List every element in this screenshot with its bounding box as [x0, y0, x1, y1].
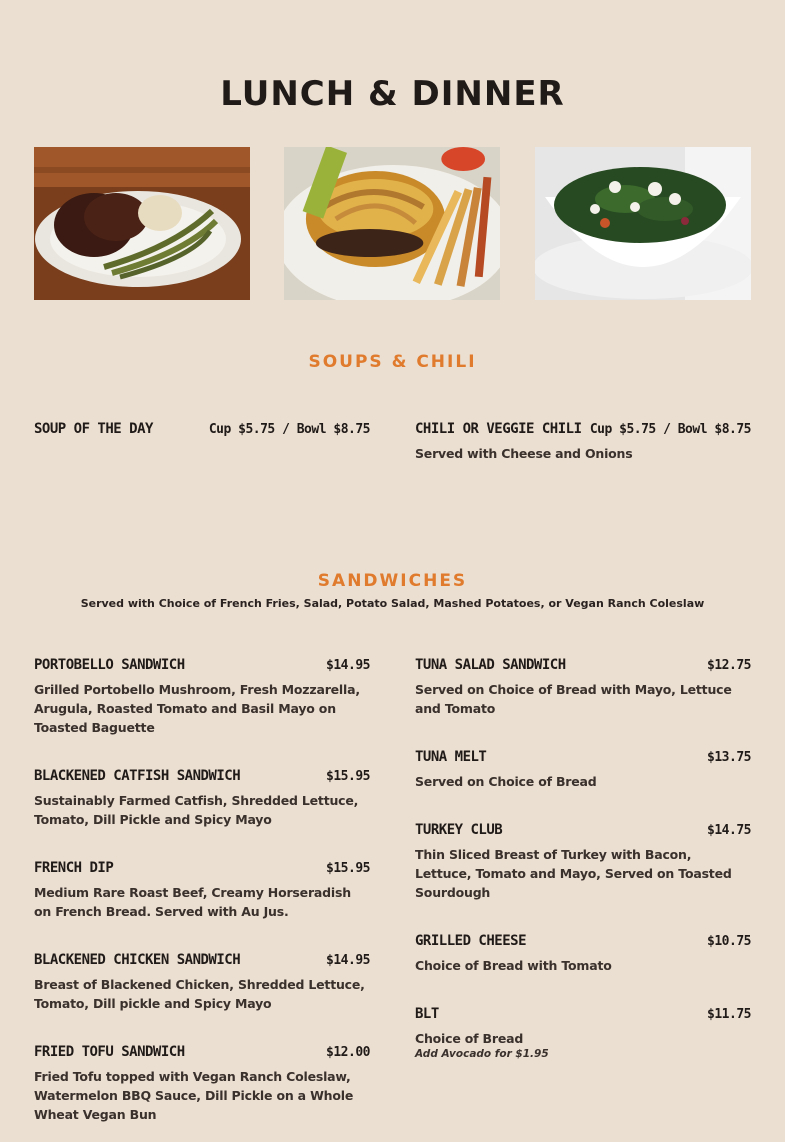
item-name: BLACKENED CATFISH SANDWICH: [34, 768, 241, 784]
menu-item-soup-of-the-day: [34, 421, 370, 437]
item-description: Medium Rare Roast Beef, Creamy Horseradish on French Bread. Served with Au Jus.: [34, 885, 351, 919]
item-description: Choice of Bread with Tomato: [415, 958, 612, 973]
item-note: Add Avocado for $1.95: [415, 1048, 549, 1060]
item-description: Served on Choice of Bread: [415, 774, 597, 789]
item-price: $14.75: [707, 823, 751, 838]
menu-item-blt: [415, 1006, 751, 1060]
item-description: Choice of Bread: [415, 1031, 524, 1046]
item-price: $10.75: [707, 934, 751, 949]
item-name: BLT: [415, 1006, 439, 1022]
menu-item-chili: [415, 421, 751, 463]
item-price: $11.75: [707, 1007, 751, 1022]
sandwiches-subheading: Served with Choice of French Fries, Salad, Potato Salad, Mashed Potatoes, or Vegan Ranch Coleslaw: [80, 597, 705, 610]
item-name: SOUP OF THE DAY: [34, 421, 153, 437]
item-name: GRILLED CHEESE: [415, 933, 527, 949]
item-name: TURKEY CLUB: [415, 822, 503, 838]
item-description: Served on Choice of Bread with Mayo, Lettuce and Tomato: [415, 682, 732, 716]
item-name: CHILI OR VEGGIE CHILI: [415, 421, 582, 437]
menu-item-blackened-chicken-sandwich: [34, 952, 370, 1013]
item-price: $15.95: [326, 769, 370, 784]
item-description: Sustainably Farmed Catfish, Shredded Lettuce, Tomato, Dill Pickle and Spicy Mayo: [34, 793, 359, 827]
menu-item-blackened-catfish-sandwich: [34, 768, 370, 829]
item-name: PORTOBELLO SANDWICH: [34, 657, 185, 673]
sandwiches-heading: SANDWICHES: [317, 571, 468, 591]
menu-item-portobello-sandwich: [34, 657, 370, 737]
item-price: $12.75: [707, 658, 751, 673]
menu-item-tuna-salad-sandwich: [415, 657, 751, 718]
item-name: BLACKENED CHICKEN SANDWICH: [34, 952, 241, 968]
page-title: LUNCH & DINNER: [220, 74, 565, 114]
item-description: Served with Cheese and Onions: [415, 446, 633, 461]
item-price: Cup $5.75 / Bowl $8.75: [208, 422, 370, 437]
item-description: Grilled Portobello Mushroom, Fresh Mozzarella, Arugula, Roasted Tomato and Basil Mayo on Toasted Baguette: [34, 682, 360, 735]
item-price: $14.95: [326, 658, 370, 673]
salad-bowl-photo: [535, 147, 751, 300]
menu-item-grilled-cheese: [415, 933, 751, 975]
menu-item-french-dip: [34, 860, 370, 921]
menu-item-fried-tofu-sandwich: [34, 1044, 370, 1124]
menu-item-turkey-club: [415, 822, 751, 902]
item-name: TUNA MELT: [415, 749, 487, 765]
menu-item-tuna-melt: [415, 749, 751, 791]
steak-plate-photo: [34, 147, 250, 300]
item-description: Thin Sliced Breast of Turkey with Bacon, Lettuce, Tomato and Mayo, Served on Toasted Sourdough: [415, 847, 732, 900]
item-name: TUNA SALAD SANDWICH: [415, 657, 566, 673]
item-price: $14.95: [326, 953, 370, 968]
item-price: $13.75: [707, 750, 751, 765]
item-name: FRIED TOFU SANDWICH: [34, 1044, 185, 1060]
item-price: Cup $5.75 / Bowl $8.75: [589, 422, 751, 437]
item-price: $15.95: [326, 861, 370, 876]
item-price: $12.00: [326, 1045, 370, 1060]
item-name: FRENCH DIP: [34, 860, 114, 876]
burger-fries-photo: [284, 147, 500, 300]
item-description: Breast of Blackened Chicken, Shredded Lettuce, Tomato, Dill pickle and Spicy Mayo: [34, 977, 365, 1011]
item-description: Fried Tofu topped with Vegan Ranch Coleslaw, Watermelon BBQ Sauce, Dill Pickle on a Whole Wheat Vegan Bun: [34, 1069, 354, 1122]
soups-heading: SOUPS & CHILI: [308, 352, 477, 372]
